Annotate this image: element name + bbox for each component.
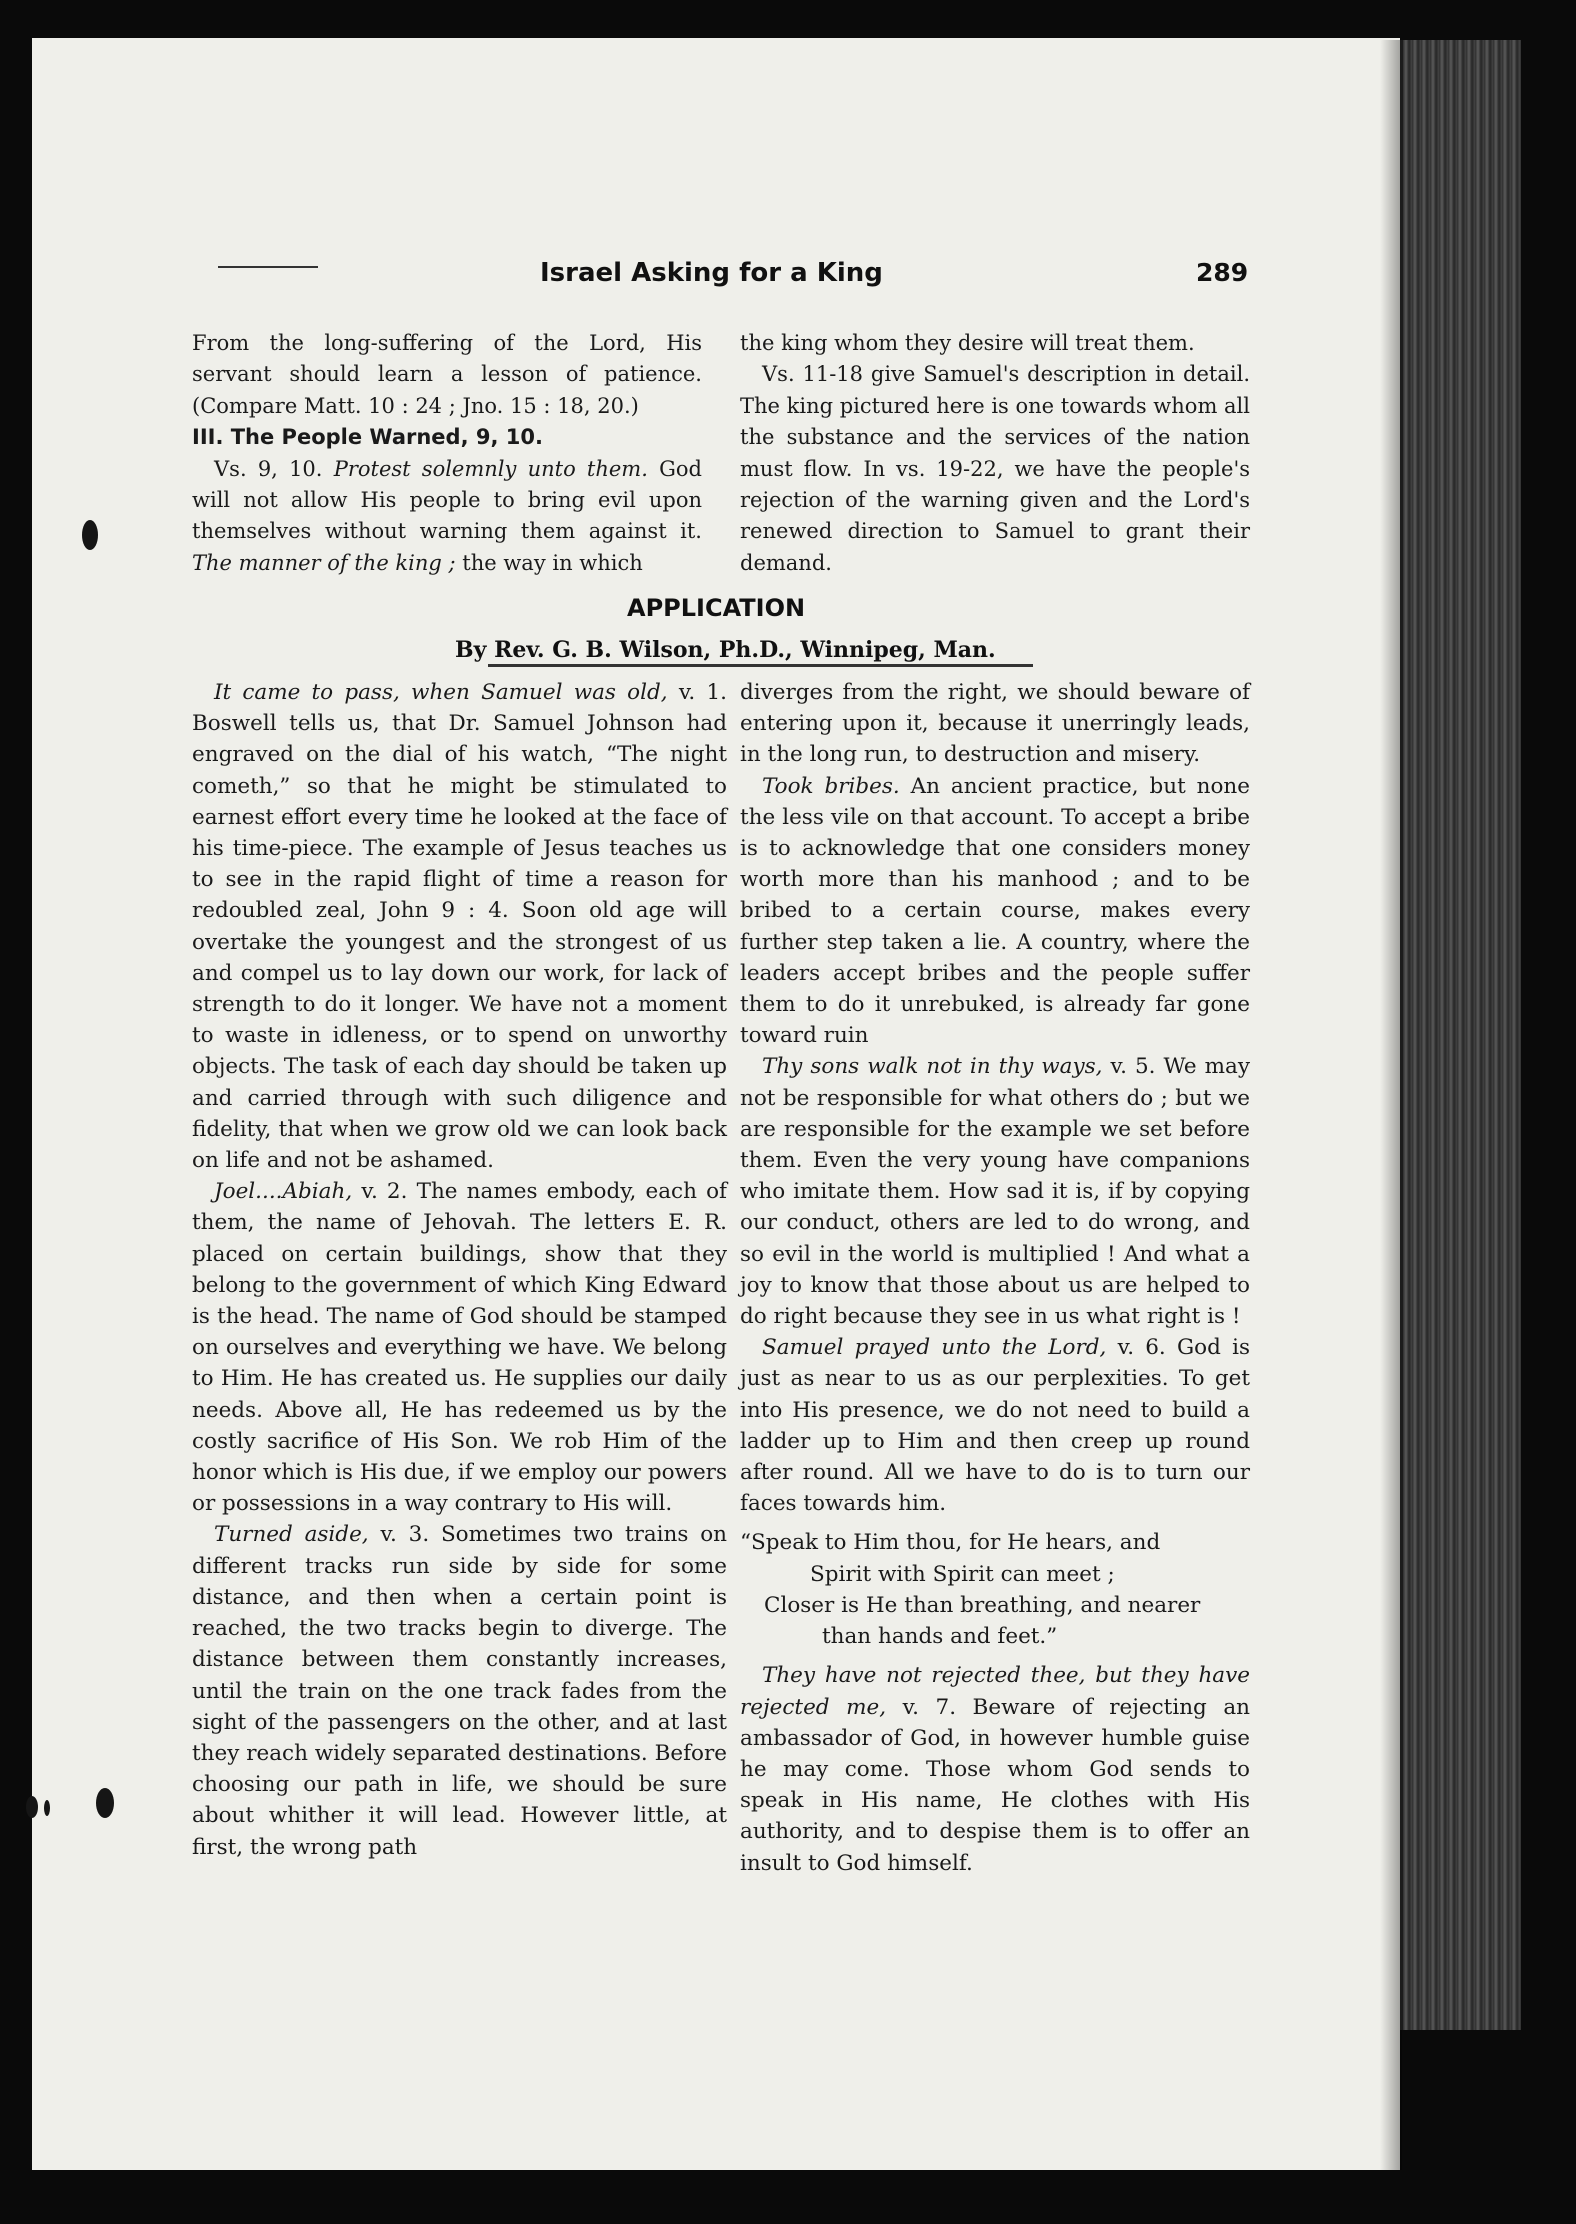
poem-line: Closer is He than breathing, and nearer [764,1592,1201,1618]
author-name: Rev. G. B. Wilson, Ph.D., Winnipeg, Man. [494,637,996,663]
top-right-column [740,328,1250,579]
paragraph-text: v. 5. We may not be responsible for what others do ; but we are responsible for the example we set before them. Even the very young have companions who imitate them. How sad it is, if by copying our conduct, others are led to do wrong, and so evil in the world is multiplied ! And what a joy to know that those about us are helped to do right because they see in us what right is ! [740,1054,1250,1330]
paragraph [192,677,727,1176]
paragraph [740,1051,1250,1332]
binding-hole [96,1788,114,1818]
scripture-quote: Joel....Abiah, [214,1179,353,1205]
verse-ref: Vs. 9, 10. [214,456,323,481]
paragraph [740,771,1250,1052]
poem-quote [740,1527,1250,1652]
poem-line: Spirit with Spirit can meet ; [810,1561,1115,1587]
poem-line: “Speak to Him thou, for He hears, and [740,1530,1161,1556]
top-left-column [192,328,702,579]
scripture-quote: Took bribes. [762,773,900,799]
page-number: 289 [1196,258,1249,287]
binding-hole [44,1800,50,1816]
running-title: Israel Asking for a King [540,258,883,288]
binding-hole [26,1796,38,1818]
paragraph [192,1519,727,1862]
paragraph [740,1660,1250,1878]
header-rule [218,266,318,268]
scripture-quote: It came to pass, when Samuel was old, [214,680,668,705]
byline-underline [488,664,1033,667]
paragraph-text: v. 3. Sometimes two trains on different tracks run side by side for some distance, and then when a certain point is reached, the two tracks begin to diverge. The distance between them constantly increases, until the train on the one track fades from the sight of the passengers on the other, and at last they reach widely separated destinations. Before choosing our path in life, we should be sure about whither it will lead. However little, at first, the wrong path [192,1522,728,1860]
paragraph-text: v. 7. Beware of rejecting an ambassador of God, in however humble guise he may come. Those whom God sends to speak in His name, He clothes with His authority, and to despise them is to offer an insult to God himself. [740,1694,1250,1876]
application-right-column [740,677,1250,1879]
paragraph-text: v. 2. The names embody, each of them, the name of Jehovah. The letters E. R. placed on certain buildings, show that they belong to the government of which King Edward is the head. The name of God should be stamped on ourselves and everything we have. We belong to Him. He has created us. He supplies our daily needs. Above all, He has redeemed us by the costly sacrifice of His Son. We rob Him of the honor which is His due, if we employ our powers or possessions in a way contrary to His will. [192,1179,727,1517]
binding-hole [82,520,98,550]
byline-prefix: By [455,637,487,663]
paragraph-text: v. 1. Boswell tells us, that Dr. Samuel Johnson had engraved on the dial of his watch, “The night cometh,” so that he might be stimulated to earnest effort every time he looked at the face of his time-piece. The example of Jesus teaches us to see in the rapid flight of time a reason for redoubled zeal, John 9 : 4. Soon old age will overtake the youngest and the strongest of us and compel us to lay down our work, for lack of strength to do it longer. We have not a moment to waste in idleness, or to spend on unworthy objects. The task of each day should be taken up and carried through with such diligence and fidelity, that when we grow old we can look back on life and not be ashamed. [192,680,727,1174]
scripture-quote: The manner of the king ; [192,550,456,575]
paragraph [740,1332,1250,1519]
paragraph: Vs. 11-18 give Samuel's description in detail. The king pictured here is one towards whom all the substance and the services of the nation must flow. In vs. 19-22, we have the people's rejection of the warning given and the Lord's renewed direction to Samuel to grant their demand. [740,362,1250,575]
paragraph: From the long-suffering of the Lord, His servant should learn a lesson of patience. (Compare Matt. 10 : 24 ; Jno. 15 : 18, 20.) [192,331,702,418]
section-heading: III. The People Warned, 9, 10. [192,425,543,450]
page-edges [1400,40,1521,2030]
paragraph [192,454,702,580]
paragraph-text: God will not allow His people to bring evil upon themselves without warning them against it. [192,456,702,544]
application-left-column [192,677,727,1863]
application-heading: APPLICATION [627,594,806,622]
scripture-quote: Turned aside, [214,1522,369,1548]
paragraph-text: the way in which [462,550,643,575]
byline [455,637,996,663]
scripture-quote: Samuel prayed unto the Lord, [762,1335,1107,1361]
scripture-quote: They have not rejected thee, but they have rejected me, [740,1663,1250,1720]
paragraph-text: v. 6. God is just as near to us as our perplexities. To get into His presence, we do not need to build a ladder up to Him and then creep up round after round. All we have to do is to turn our faces towards him. [740,1335,1250,1517]
scripture-quote: Protest solemnly unto them. [333,456,648,481]
spine-shadow [1380,40,1402,2170]
paragraph [192,1176,727,1519]
paragraph: diverges from the right, we should beware of entering upon it, because it unerringly leads, in the long run, to destruction and misery. [740,680,1250,768]
scripture-quote: Thy sons walk not in thy ways, [762,1054,1103,1080]
paragraph-text: An ancient practice, but none the less vile on that account. To accept a bribe is to acknowledge that one considers money worth more than his manhood ; and to be bribed to a certain course, makes every further step taken a lie. A country, where the leaders accept bribes and the people suffer them to do it unrebuked, is already far gone toward ruin [740,773,1250,1049]
poem-line: than hands and feet.” [822,1624,1058,1650]
paragraph: the king whom they desire will treat them. [740,331,1195,355]
